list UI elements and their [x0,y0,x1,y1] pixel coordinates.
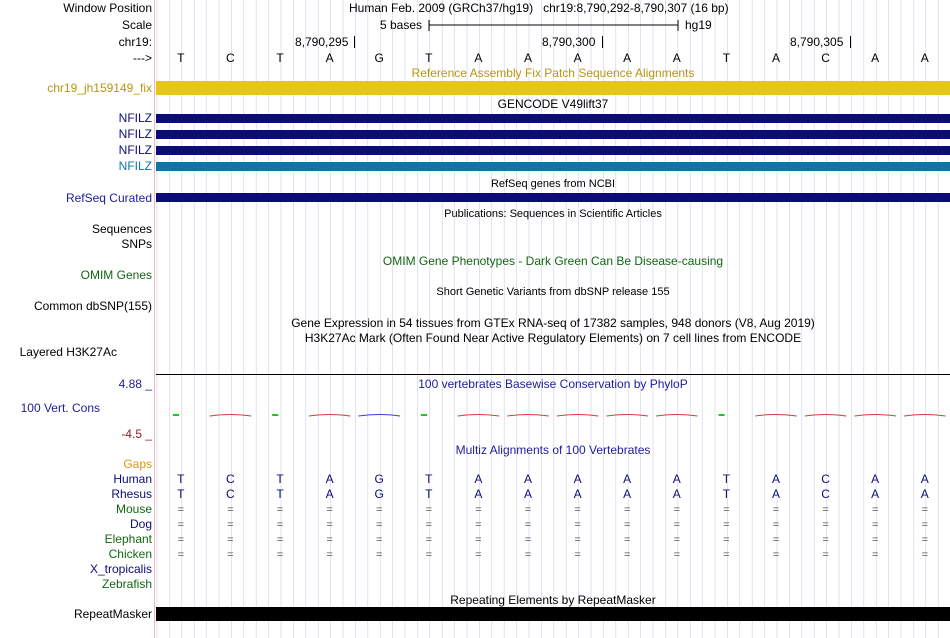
conservation-score-mark [272,414,278,416]
base-letter: A [623,51,632,65]
species-label: Chicken [108,547,152,561]
alignment-base: = [227,519,234,531]
scale-value: 5 bases [380,18,423,32]
alignment-base: = [574,534,581,546]
alignment-base: = [276,504,284,516]
conservation-score-mark [719,414,725,416]
alignment-base: = [326,549,333,561]
repeatmasker-track-label[interactable]: RepeatMasker [73,607,152,621]
alignment-base: = [871,504,879,516]
alignment-base: = [524,534,532,546]
refseq-track-label[interactable]: RefSeq Curated [65,191,152,205]
conservation-track-title: 100 vertebrates Basewise Conservation by PhyloP [418,377,688,391]
alignment-base: = [723,549,730,561]
alignment-base: A [920,487,929,501]
base-letter: A [871,51,880,65]
species-label: Human [113,472,152,486]
alignment-base: = [921,549,929,561]
strand-label: ---> [133,51,152,65]
alignment-base: = [524,549,532,561]
alignment-base: C [821,472,830,486]
fix-patch-track-label[interactable]: chr19_jh159149_fix [47,81,152,95]
base-letter: A [474,51,483,65]
alignment-base: A [871,472,880,486]
conservation-track-label[interactable]: 100 Vert. Cons [20,401,100,415]
alignment-base: = [177,504,185,516]
h3k27ac-track-label[interactable]: Layered H3K27Ac [19,345,117,359]
alignment-base: = [326,504,333,516]
omim-track-title: OMIM Gene Phenotypes - Dark Green Can Be Disease-causing [382,254,724,268]
alignment-base: T [722,487,731,501]
alignment-base: = [574,519,581,531]
alignment-base: = [276,519,284,531]
alignment-base: = [623,504,631,516]
base-letter: A [523,51,532,65]
species-label: X_tropicalis [89,562,152,576]
conservation-ymax-label: 4.88 _ [118,377,152,391]
alignment-base: A [573,472,582,486]
species-label: Mouse [115,502,152,516]
alignment-base: = [723,519,730,531]
alignment-base: C [226,472,235,486]
alignment-base: T [425,487,433,501]
alignment-base: A [771,487,780,501]
alignment-base: = [326,519,333,531]
dbsnp-track-label[interactable]: Common dbSNP(155) [33,299,152,313]
species-label: Dog [129,517,152,531]
alignment-base: A [573,487,582,501]
conservation-score-mark [755,415,797,417]
alignment-base: A [474,487,483,501]
alignment-base: = [921,519,929,531]
alignment-base: C [226,487,235,501]
alignment-base: = [177,534,185,546]
repeatmasker-element-bar[interactable] [156,607,950,621]
alignment-base: A [920,472,929,486]
alignment-base: A [523,472,532,486]
publications-track-title: Publications: Sequences in Scientific Articles [444,208,662,220]
alignment-base: = [822,549,829,561]
alignment-base: = [276,549,284,561]
conservation-score-mark [854,415,896,417]
species-label: Elephant [104,532,152,546]
conservation-ymin-label: -4.5 _ [121,427,152,441]
base-letter: T [425,51,433,65]
conservation-score-mark [458,415,500,417]
gencode-gene-label-1[interactable]: NFILZ [118,111,152,125]
alignment-base: = [475,549,482,561]
base-letter: G [374,51,384,65]
alignment-base: = [623,534,631,546]
alignment-base: = [375,519,383,531]
base-letter: T [177,51,185,65]
alignment-base: G [374,472,384,486]
alignment-base: = [375,534,383,546]
publications-sequences-label[interactable]: Sequences [91,222,152,236]
alignment-base: = [822,504,829,516]
publications-snps-label[interactable]: SNPs [121,237,152,251]
alignment-base: = [871,519,879,531]
conservation-score-mark [507,415,549,417]
alignment-base: T [177,472,185,486]
alignment-base: A [523,487,532,501]
conservation-score-mark [309,415,351,417]
alignment-base: = [425,534,433,546]
alignment-base: = [475,519,482,531]
repeatmasker-track-title: Repeating Elements by RepeatMasker [450,593,656,607]
alignment-base: A [623,487,632,501]
base-letter: C [821,51,830,65]
alignment-base: = [177,519,185,531]
position-label-3: 8,790,305 [790,35,844,49]
gencode-gene-label-2[interactable]: NFILZ [118,127,152,141]
alignment-base: A [672,472,681,486]
alignment-base: = [623,549,631,561]
base-letter: A [920,51,929,65]
alignment-base: = [871,534,879,546]
alignment-base: = [574,549,581,561]
conservation-score-mark [173,414,179,416]
alignment-base: T [276,487,284,501]
alignment-base: = [673,549,681,561]
alignment-base: = [772,504,780,516]
alignment-base: T [425,472,433,486]
alignment-base: = [772,534,780,546]
alignment-base: = [673,504,681,516]
alignment-base: A [623,472,632,486]
alignment-base: = [772,549,780,561]
alignment-base: A [474,472,483,486]
alignment-base: = [723,534,730,546]
alignment-base: = [673,534,681,546]
alignment-base: = [524,504,532,516]
alignment-base: A [672,487,681,501]
window-position-label: Window Position [63,1,152,15]
alignment-base: = [822,519,829,531]
alignment-base: A [325,472,334,486]
alignment-base: = [524,519,532,531]
alignment-base: A [871,487,880,501]
conservation-score-mark [421,414,427,416]
conservation-score-mark [358,415,400,417]
base-letter: A [672,51,681,65]
base-letter: C [226,51,235,65]
alignment-base: = [177,549,185,561]
omim-track-label[interactable]: OMIM Genes [80,268,152,282]
alignment-base: = [227,534,234,546]
alignment-base: = [425,504,433,516]
alignment-base: = [227,549,234,561]
alignment-base: = [475,504,482,516]
alignment-base: = [723,504,730,516]
alignment-base: = [871,549,879,561]
scale-label: Scale [121,18,152,32]
base-letter: A [771,51,780,65]
conservation-score-mark [210,415,252,417]
alignment-base: = [276,534,284,546]
multiz-track-title: Multiz Alignments of 100 Vertebrates [455,443,651,457]
alignment-base: A [325,487,334,501]
alignment-base: = [921,504,929,516]
alignment-base: T [722,472,731,486]
position-label-2: 8,790,300 [542,35,596,49]
h3k27ac-track-title: H3K27Ac Mark (Often Found Near Active Regulatory Elements) on 7 cell lines from ENCODE [304,331,802,345]
alignment-base: = [425,549,433,561]
alignment-base: = [227,504,234,516]
conservation-score-mark [805,415,847,417]
alignment-base: T [177,487,185,501]
base-letter: T [722,51,731,65]
alignment-base: G [374,487,384,501]
multiz-gaps-label: Gaps [123,457,152,471]
conservation-score-mark [606,415,648,417]
alignment-base: = [375,549,383,561]
gencode-gene-label-3[interactable]: NFILZ [118,143,152,157]
alignment-base: = [375,504,383,516]
base-letter: T [276,51,284,65]
window-position-value: Human Feb. 2009 (GRCh37/hg19) chr19:8,790,292-8,790,307 (16 bp) [349,1,729,15]
conservation-score-mark [557,415,599,417]
alignment-base: = [673,519,681,531]
alignment-base: A [771,472,780,486]
alignment-base: T [276,472,284,486]
base-letter: A [573,51,582,65]
alignment-base: = [772,519,780,531]
alignment-base: = [475,534,482,546]
position-label-1: 8,790,295 [295,35,349,49]
assembly-label: hg19 [685,18,712,32]
alignment-base: = [574,504,581,516]
gencode-gene-label-4[interactable]: NFILZ [118,159,152,173]
dbsnp-track-title: Short Genetic Variants from dbSNP release 155 [436,286,670,298]
alignment-base: = [623,519,631,531]
species-label: Zebrafish [101,577,152,591]
gtex-track-title: Gene Expression in 54 tissues from GTEx RNA-seq of 17382 samples, 948 donors (V8, Aug 2019) [291,316,815,330]
alignment-base: = [822,534,829,546]
alignment-base: C [821,487,830,501]
chrom-label: chr19: [118,35,152,49]
gencode-track-title: GENCODE V49lift37 [497,97,609,111]
refseq-track-title: RefSeq genes from NCBI [490,178,616,190]
alignment-base: = [425,519,433,531]
species-label: Rhesus [111,487,152,501]
alignment-base: = [921,534,929,546]
conservation-score-mark [904,415,946,417]
alignment-base: = [326,534,333,546]
conservation-score-mark [656,415,698,417]
fix-patch-track-title: Reference Assembly Fix Patch Sequence Alignments [411,66,695,80]
base-letter: A [325,51,334,65]
